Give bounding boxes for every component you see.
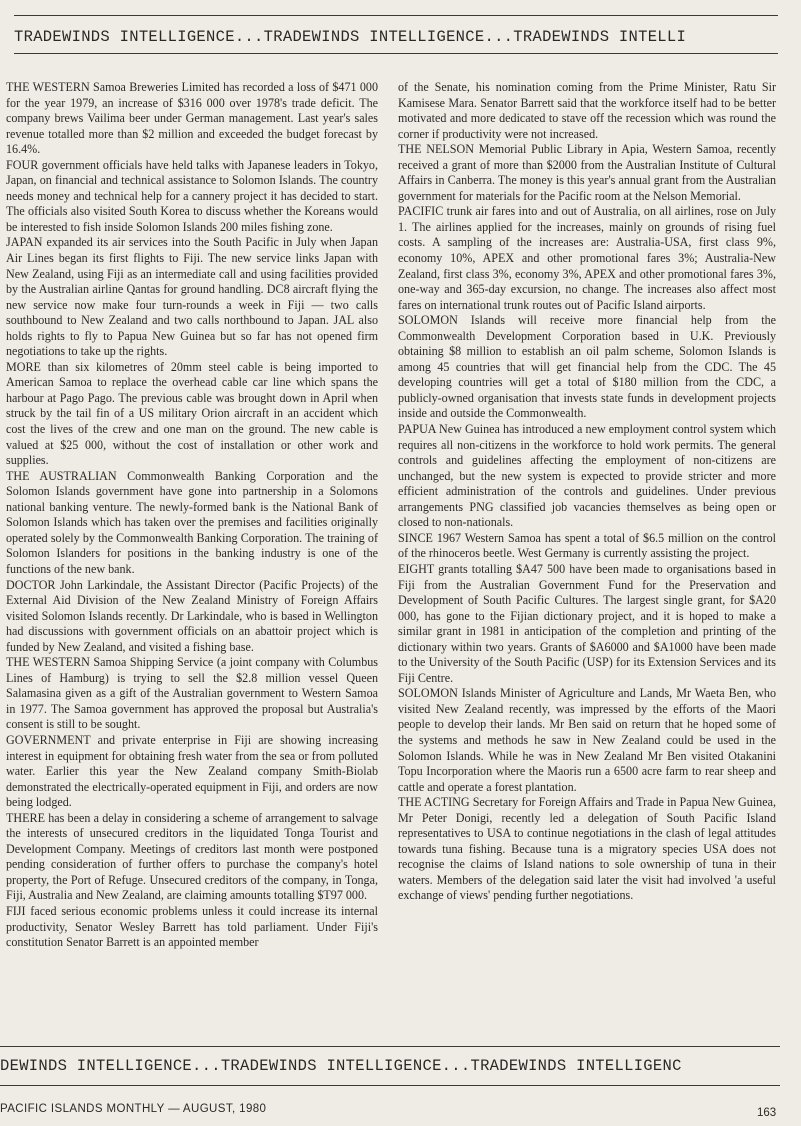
- news-item: THERE has been a delay in considering a scheme of arrangement to salvage the interests of unsecured creditors in the liquidated Tonga Tourist and Development Company. Meetings of creditors last month were postponed pending consideration of further offers to purchase the company's hotel property, the Port of Refuge. Unsecured creditors of the company, in Tonga, Fiji, Australia and New Zealand, are claiming amounts totalling $T97 000.: [6, 810, 378, 903]
- news-item: THE WESTERN Samoa Breweries Limited has recorded a loss of $471 000 for the year 1979, an increase of $316 000 over 1978's trade deficit. The company brews Vailima beer under German management. Last year's sales revenue totalled more than $2 million and exceeded the budget forecast by 16.4%.: [6, 80, 378, 157]
- news-item: PAPUA New Guinea has introduced a new employment control system which requires all non-citizens in the workforce to hold work permits. The general controls and guidelines affecting the employment of non-citizens are unchanged, but the new system is expected to provide stricter and more efficient administration of the controls and guidelines. Under previous arrangements PNG classified job vacancies themselves as being open or closed to non-nationals.: [398, 422, 776, 530]
- right-column: [398, 80, 776, 904]
- news-item: JAPAN expanded its air services into the South Pacific in July when Japan Air Lines began its first flights to Fiji. The new service links Japan with New Zealand, using Fiji as an intermediate call and using facilities provided by the Australian airline Qantas for ground handling. DC8 aircraft flying the new service now make four turn-rounds a week in Fiji — two calls southbound to New Zealand and two calls northbound to Japan. JAL also holds rights to fly to Papua New Guinea but so far has not opened firm negotiations to take up the rights.: [6, 235, 378, 359]
- news-item: of the Senate, his nomination coming from the Prime Minister, Ratu Sir Kamisese Mara. Senator Barrett said that the workforce itself had to be better motivated and more dedicated to stave off the recession which was round the corner if productivity were not increased.: [398, 80, 776, 141]
- bottom-banner: DEWINDS INTELLIGENCE...TRADEWINDS INTELLIGENCE...TRADEWINDS INTELLIGENC: [0, 1057, 682, 1075]
- news-item: FIJI faced serious economic problems unless it could increase its internal productivity, Senator Wesley Barrett has told parliament. Under Fiji's constitution Senator Barrett is an appointed member: [6, 903, 378, 950]
- news-item: PACIFIC trunk air fares into and out of Australia, on all airlines, rose on July 1. The airlines applied for the increases, mainly on grounds of rising fuel costs. A sampling of the increases are: Australia-USA, first class 9%, economy 10%, APEX and other promotional fares 3%; Australia-New Zealand, first class 3%, economy 3%, APEX and other promotional fares 3%, one-way and 365-day excursion, no change. The increases also affect most fares on international trunk routes out of Pacific Island airports.: [398, 204, 776, 312]
- publication-footer: PACIFIC ISLANDS MONTHLY — AUGUST, 1980: [0, 1103, 267, 1115]
- news-item: SOLOMON Islands will receive more financial help from the Commonwealth Development Corporation based in U.K. Previously obtaining $8 million to establish an oil palm scheme, Solomon Islands is among 45 countries that will get financial help from the CDC. The 45 developing countries will get a total of $180 million from the CDC, a publicly-owned organisation that invests state funds in development projects inside and outside the Commonwealth.: [398, 313, 776, 421]
- news-item: EIGHT grants totalling $A47 500 have been made to organisations based in Fiji from the Australian Government Fund for the Preservation and Development of South Pacific Cultures. The largest single grant, for $A20 000, has gone to the Fijian dictionary project, and it is hoped to make a similar grant in 1981 in anticipation of the completion and printing of the dictionary within two years. Grants of $A6000 and $A1000 have been made to the University of the South Pacific (USP) for its Extension Services and its Fiji Centre.: [398, 561, 776, 685]
- page-number: 163: [757, 1107, 777, 1119]
- news-item: THE NELSON Memorial Public Library in Apia, Western Samoa, recently received a grant of more than $2000 from the Australian Institute of Cultural Affairs in Canberra. The money is this year's annual grant from the Australian government for materials for the Pacific room at the Nelson Memorial.: [398, 142, 776, 203]
- news-item: FOUR government officials have held talks with Japanese leaders in Tokyo, Japan, on financial and technical assistance to Solomon Islands. The country needs money and technical help for a cannery project it has decided to start. The officials also visited South Korea to discuss whether the Koreans would be interested to fish inside Solomon Islands 200 miles fishing zone.: [6, 157, 378, 234]
- top-banner-upper-rule: [14, 15, 778, 16]
- news-item: MORE than six kilometres of 20mm steel cable is being imported to American Samoa to replace the overhead cable car line which spans the harbour at Pago Pago. The previous cable was brought down in April when struck by the tail fin of a US military Orion aircraft in an accident which cost the lives of the crew and one man on the ground. The new cable is valued at $25 000, without the cost of installation or other work and supplies.: [6, 359, 378, 468]
- news-item: DOCTOR John Larkindale, the Assistant Director (Pacific Projects) of the External Aid Division of the New Zealand Ministry of Foreign Affairs visited Solomon Islands recently. Dr Larkindale, who is based in Wellington had discussions with government officials on an abattoir project which is funded by New Zealand, and visited a fishing base.: [6, 577, 378, 654]
- news-item: SINCE 1967 Western Samoa has spent a total of $6.5 million on the control of the rhinoceros beetle. West Germany is currently assisting the project.: [398, 530, 776, 561]
- bottom-banner-lower-rule: [0, 1085, 780, 1086]
- left-column: [6, 80, 378, 951]
- news-item: THE WESTERN Samoa Shipping Service (a joint company with Columbus Lines of Hamburg) is trying to sell the $2.8 million vessel Queen Salamasina given as a gift of the Australian government to Western Samoa in 1977. The Samoa government has approved the proposal but Australia's consent is still to be sought.: [6, 655, 378, 732]
- news-item: GOVERNMENT and private enterprise in Fiji are showing increasing interest in equipment for obtaining fresh water from the sea or from polluted water. Earlier this year the New Zealand company Smith-Biolab demonstrated the electrically-operated equipment in Fiji, and orders are now being lodged.: [6, 732, 378, 810]
- news-item: SOLOMON Islands Minister of Agriculture and Lands, Mr Waeta Ben, who visited New Zealand recently, was impressed by the efforts of the Maori people to develop their lands. Mr Ben said on return that he hoped some of the systems and methods he saw in New Zealand could be used in the Solomon Islands. While he was in New Zealand Mr Ben visited Otakanini Topu Incorporation where the Maoris run a 6500 acre farm to rear sheep and cattle and operate a forest plantation.: [398, 686, 776, 794]
- top-banner-lower-rule: [14, 53, 778, 54]
- news-item: THE ACTING Secretary for Foreign Affairs and Trade in Papua New Guinea, Mr Peter Donigi, recently led a delegation of South Pacific Island representatives to USA to continue negotiations in the clash of legal attitudes towards tuna fishing. Because tuna is a migratory species USA does not recognise the claims of Island nations to sole ownership of tuna in their waters. Members of the delegation said later the visit had involved 'a useful exchange of views' pending further negotiations.: [398, 795, 776, 903]
- bottom-banner-upper-rule: [0, 1046, 780, 1047]
- news-item: THE AUSTRALIAN Commonwealth Banking Corporation and the Solomon Islands government have gone into partnership in a Solomons national banking venture. The newly-formed bank is the National Bank of Solomon Islands which has taken over the premises and facilities originally operated solely by the Commonwealth Banking Corporation. The training of Solomon Islanders for positions in the banking industry is one of the functions of the new bank.: [6, 468, 378, 576]
- top-banner: TRADEWINDS INTELLIGENCE...TRADEWINDS INTELLIGENCE...TRADEWINDS INTELLI: [14, 28, 687, 46]
